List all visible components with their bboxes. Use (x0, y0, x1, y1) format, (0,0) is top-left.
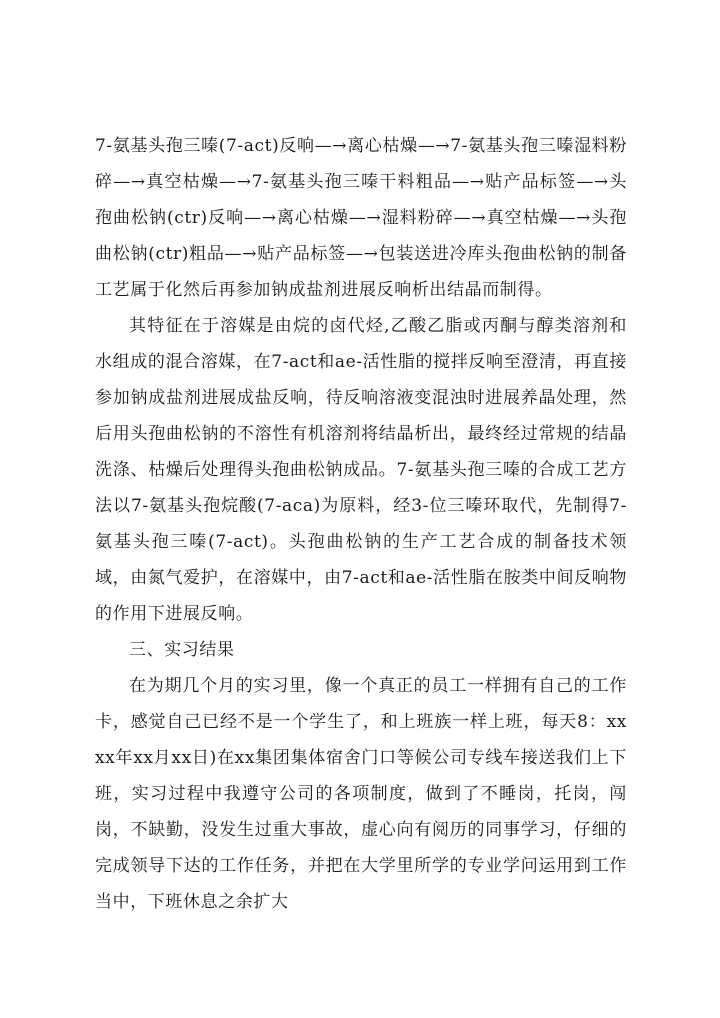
section-heading: 三、实习结果 (129, 640, 235, 660)
paragraph-internship: 在为期几个月的实习里，像一个真正的员工一样拥有自己的工作卡，感觉自己已经不是一个学生了，和上班族一样上班，每天8：xxxx年xx月xx日)在xx集团集体宿舍门口等候公司专线车接送我们上下班，实习过程中我遵守公司的各项制度，做到了不睡岗，托岗，闯岗，不缺勤，没发生过重大事故，虚心向有阅历的同事学习，仔细的完成领导下达的工作任务，并把在大学里所学的专业学问运用到工作当中，下班休息之余扩大 (95, 676, 627, 912)
paragraph-features: 其特征在于溶媒是由烷的卤代烃,乙酸乙脂或丙酮与醇类溶剂和水组成的混合溶媒，在7-act和ae-活性脂的搅拌反响至澄清，再直接参加钠成盐剂进展成盐反响，待反响溶液变混浊时进展养晶处理，然后用头孢曲松钠的不溶性有机溶剂将结晶析出，最终经过常规的结晶洗涤、枯燥后处理得头孢曲松钠成品。7-氨基头孢三嗪的合成工艺方法以7-氨基头孢烷酸(7-aca)为原料，经3-位三嗪环取代，先制得7-氨基头孢三嗪(7-act)。头孢曲松钠的生产工艺合成的制备技术领域，由氮气爱护，在溶媒中，由7-act和ae-活性脂在胺类中间反响物的作用下进展反响。 (95, 316, 627, 624)
document-page (95, 128, 627, 920)
paragraph-process-flow: 7-氨基头孢三嗪(7-act)反响—→离心枯燥—→7-氨基头孢三嗪湿料粉碎—→真空枯燥—→7-氨基头孢三嗪干料粗品—→贴产品标签—→头孢曲松钠(ctr)反响—→离心枯燥—→湿料粉碎—→真空枯燥—→头孢曲松钠(ctr)粗品—→贴产品标签—→包装送进冷库头孢曲松钠的制备工艺属于化然后再参加钠成盐剂进展反响析出结晶而制得。 (95, 136, 627, 300)
